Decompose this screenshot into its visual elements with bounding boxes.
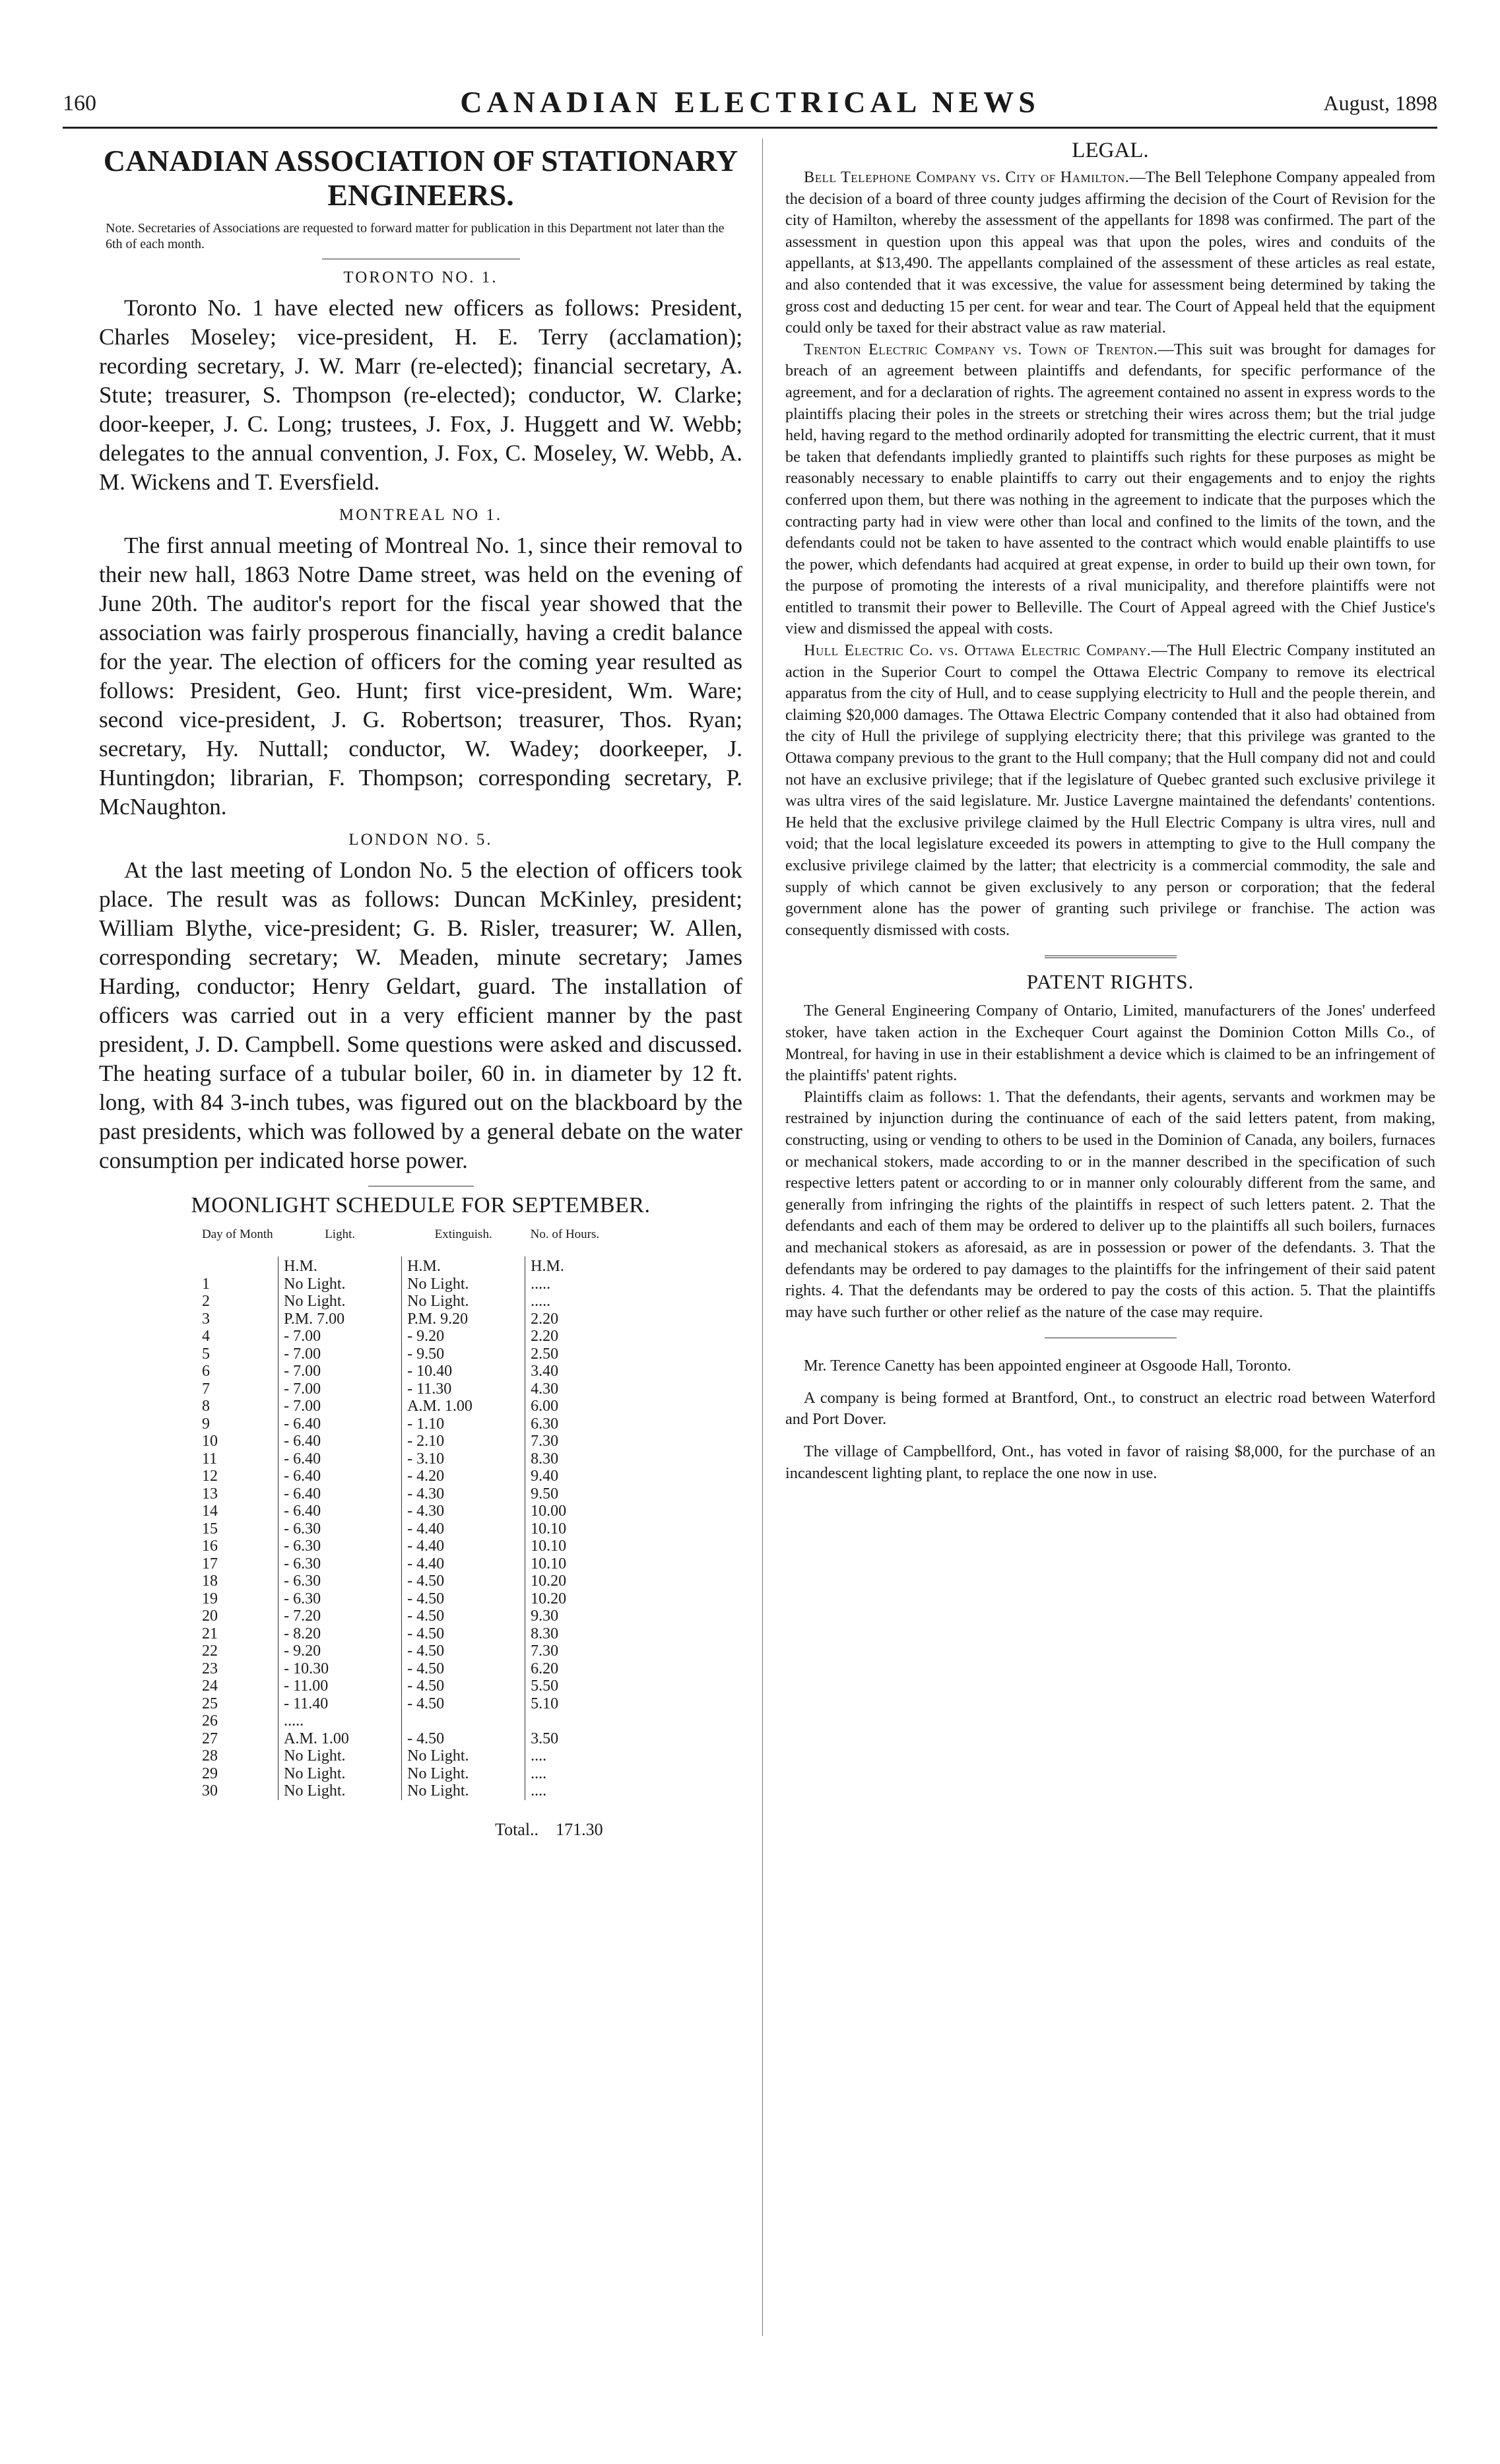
day-cell: 3 xyxy=(202,1310,210,1328)
day-cell: 14 xyxy=(202,1503,218,1520)
day-cell: 16 xyxy=(202,1538,218,1555)
hours-cell: .... xyxy=(525,1765,605,1783)
table-row xyxy=(197,1538,604,1555)
day-cell: 15 xyxy=(202,1520,218,1538)
extinguish-cell: - 4.50 xyxy=(402,1695,525,1713)
day-cell: 30 xyxy=(202,1782,218,1799)
day-cell: 7 xyxy=(202,1380,210,1398)
light-cell: - 11.40 xyxy=(278,1695,402,1713)
hours-cell: 6.00 xyxy=(525,1398,605,1415)
case-text: —The Bell Telephone Company appealed from the decision of a board of three county judges affirming the decision of the Court of Revision for the city of Hamilton, whereby the assessment of the appellants for 1898 was confirmed. The part of the assessment in question upon this appeal was that upon the poles, wires and conduits of the appellants, at $13,490. The appellants complained of the assessment of these articles as real estate, and also contended that it was excessive, the value for assessment being determined by taking the gross cost and deducting 15 per cent. for wear and tear. The Court of Appeal held that the equipment could only be taxed for their abstract value as raw material. xyxy=(785,168,1435,337)
extinguish-cell: H.M. xyxy=(402,1256,525,1276)
day-cell: 28 xyxy=(202,1747,218,1765)
hours-cell: 9.50 xyxy=(525,1485,605,1503)
editor-note: Note. Secretaries of Associations are requested to forward matter for publication in this Department not later than the 6th of each month. xyxy=(106,221,725,251)
light-cell: - 6.30 xyxy=(278,1572,402,1590)
light-cell: - 6.40 xyxy=(278,1450,402,1468)
day-cell: 23 xyxy=(202,1660,218,1677)
total-value: 171.30 xyxy=(556,1819,603,1839)
light-cell: No Light. xyxy=(278,1765,402,1783)
day-cell: 18 xyxy=(202,1572,218,1590)
news-item: Mr. Terence Canetty has been appointed engineer at Osgoode Hall, Toronto. xyxy=(804,1357,1291,1375)
extinguish-cell: P.M. 9.20 xyxy=(402,1311,525,1328)
header-rule xyxy=(63,127,1437,129)
trenton-paragraph xyxy=(785,339,1435,640)
extinguish-cell: - 4.20 xyxy=(402,1468,525,1485)
extinguish-cell: No Light. xyxy=(402,1276,525,1293)
extinguish-cell: - 11.30 xyxy=(402,1380,525,1398)
extinguish-cell: - 9.20 xyxy=(402,1328,525,1345)
case-text: —The Hull Electric Company instituted an action in the Superior Court to compel the Ottawa Electric Company to remove its electrical apparatus from the city of Hull, and to cease supplying electricity to Hull and the people therein, and claiming $20,000 damages. The Ottawa Electric Company contended that it also had obtained from the city of Hull the privilege of supplying electricity there; that this privilege was granted to the Ottawa company previous to the grant to the Hull company; that the Hull company did not and could not have an exclusive privilege; that if the legislature of Quebec granted such exclusive privilege it was ultra vires of the said legislature. Mr. Justice Lavergne maintained the defendants' contentions. He held that the exclusive privilege claimed by the Hull Electric Company is ultra vires, null and void; that the local legislature exceeded its powers in attempting to give to the Hull company the exclusive privilege claimed by the latter; that electricity is a commercial commodity, the sale and supply of which cannot be given exclusively to any person or corporation; that the federal government alone has the power of granting such privilege or franchise. The action was consequently dismissed with costs. xyxy=(785,641,1435,939)
patent-paragraph-2: Plaintiffs claim as follows: 1. That the defendants, their agents, servants and workmen may be restrained by injunction during the continuance of each of the said letters patent, from making, constructing, using or vending to others to be used in the Dominion of Canada, any boilers, furnaces or mechanical stokers, made according to or in the manner described in the specification of such respective letters patent or according to or in manner only colourably different from the same, and generally from infringing the rights of the plaintiffs in respect of such letters patent. 2. That the defendants and each of them may be ordered to deliver up to the plaintiffs all such boilers, furnaces and mechanical stokers as aforesaid, as are in possession or power of the defendants. 3. That the defendants may be ordered to pay damages to the plaintiffs for the infringement of their said patent rights. 4. That the defendants may be ordered to pay the costs of this action. 5. That the plaintiffs may have such further or other relief as the nature of the case may require. xyxy=(785,1087,1435,1321)
light-cell: - 6.30 xyxy=(278,1520,402,1538)
patent-paragraph-1: The General Engineering Company of Ontario, Limited, manufacturers of the Jones' underfeed stoker, have taken action in the Exchequer Court against the Dominion Cotton Mills Co., of Montreal, for having in use in their establishment a device which is claimed to be an infringement of the plaintiffs' patent rights. xyxy=(785,1002,1435,1085)
day-cell: 27 xyxy=(202,1730,218,1747)
day-cell: 29 xyxy=(202,1765,218,1782)
section-title: CANADIAN ASSOCIATION OF STATIONARY ENGINEERS. xyxy=(103,144,738,212)
day-cell: 22 xyxy=(202,1642,218,1660)
light-cell: A.M. 1.00 xyxy=(278,1730,402,1748)
extinguish-cell: No Light. xyxy=(402,1765,525,1783)
masthead: CANADIAN ELECTRICAL NEWS xyxy=(460,85,1040,119)
day-cell: 21 xyxy=(202,1625,218,1642)
news-item: The village of Campbellford, Ont., has voted in favor of raising $8,000, for the purchase of an incandescent lighting plant, to replace the one now in use. xyxy=(785,1443,1435,1482)
column-divider xyxy=(762,139,763,2336)
light-cell: No Light. xyxy=(278,1747,402,1765)
hours-cell: ..... xyxy=(525,1293,605,1311)
day-cell: 2 xyxy=(202,1293,210,1310)
table-row xyxy=(197,1747,604,1765)
day-cell: 25 xyxy=(202,1695,218,1712)
table-row xyxy=(197,1677,604,1695)
light-cell: - 6.40 xyxy=(278,1485,402,1503)
day-cell: 17 xyxy=(202,1555,218,1572)
day-cell: 26 xyxy=(202,1712,218,1730)
extinguish-cell xyxy=(402,1712,525,1730)
day-cell: 5 xyxy=(202,1345,210,1363)
table-row xyxy=(197,1503,604,1520)
table-row xyxy=(197,1660,604,1678)
table-row xyxy=(197,1555,604,1573)
patent-heading: PATENT RIGHTS. xyxy=(1026,970,1194,994)
hours-cell: 6.30 xyxy=(525,1415,605,1433)
hours-cell: 8.30 xyxy=(525,1625,605,1643)
table-row xyxy=(197,1450,604,1468)
light-cell: - 6.40 xyxy=(278,1415,402,1433)
hours-cell: 10.10 xyxy=(525,1555,605,1573)
extinguish-cell: - 4.40 xyxy=(402,1538,525,1555)
light-cell: - 6.40 xyxy=(278,1433,402,1450)
schedule-total xyxy=(495,1820,742,1840)
col-header-extinguish: Extinguish. xyxy=(434,1227,492,1241)
hours-cell: 8.30 xyxy=(525,1450,605,1468)
extinguish-cell: - 4.50 xyxy=(402,1660,525,1678)
hours-cell: 10.10 xyxy=(525,1520,605,1538)
case-text: —This suit was brought for damages for breach of an agreement between plaintiffs and defendants, for specific performance of the agreement, and for a declaration of rights. The agreement contained no assent in express words to the plaintiffs placing their poles in the streets or stretching their wires across them; but the trial judge held, having regard to the method ordinarily adopted for transmitting the electric current, that it must be taken that defendants impliedly granted to plaintiffs such rights for these purposes as might be reasonably necessary to enable plaintiffs to carry out their engagements and to enjoy the rights conferred upon them, but there was nothing in the agreement to indicate that the purposes which the contracting party had in view were other than local and confined to the limits of the town, and the defendants could not be taken to have assented to the contract which would enable plaintiffs to use the power, which defendants had acquired at great expense, in order to build up their own town, for the purpose of promoting the interests of a rival municipality, and therefore plaintiffs were not entitled to transmit their power to Belleville. The Court of Appeal agreed with the Chief Justice's view and dismissed the appeal with costs. xyxy=(785,340,1436,638)
day-cell: 19 xyxy=(202,1590,218,1607)
case-title: Bell Telephone Company vs. City of Hamilton. xyxy=(804,168,1130,186)
extinguish-cell: - 9.50 xyxy=(402,1345,525,1363)
extinguish-cell: - 4.30 xyxy=(402,1485,525,1503)
col-header-hours: No. of Hours. xyxy=(530,1227,600,1241)
hours-cell: 4.30 xyxy=(525,1380,605,1398)
light-cell: - 7.00 xyxy=(278,1363,402,1380)
day-cell: 10 xyxy=(202,1433,218,1450)
col-header-light: Light. xyxy=(325,1227,356,1241)
day-cell: 12 xyxy=(202,1468,218,1485)
day-cell: 20 xyxy=(202,1607,218,1625)
light-cell: - 8.20 xyxy=(278,1625,402,1643)
extinguish-cell: No Light. xyxy=(402,1782,525,1800)
extinguish-cell: No Light. xyxy=(402,1293,525,1311)
day-cell: 8 xyxy=(202,1398,210,1415)
extinguish-cell: - 4.50 xyxy=(402,1642,525,1660)
light-cell: - 7.00 xyxy=(278,1328,402,1345)
extinguish-cell: - 1.10 xyxy=(402,1415,525,1433)
table-row xyxy=(197,1380,604,1398)
table-row xyxy=(197,1607,604,1625)
table-row xyxy=(197,1398,604,1415)
hours-cell: 10.20 xyxy=(525,1590,605,1608)
table-row xyxy=(197,1468,604,1485)
extinguish-cell: - 10.40 xyxy=(402,1363,525,1380)
light-cell: No Light. xyxy=(278,1782,402,1800)
day-cell xyxy=(197,1256,278,1276)
extinguish-cell: - 4.40 xyxy=(402,1555,525,1573)
table-row xyxy=(197,1520,604,1538)
light-cell: - 6.40 xyxy=(278,1503,402,1520)
day-cell: 4 xyxy=(202,1328,210,1345)
col-header-day: Day of Month xyxy=(202,1227,273,1241)
light-cell: - 7.00 xyxy=(278,1398,402,1415)
extinguish-cell: - 4.30 xyxy=(402,1503,525,1520)
hours-cell: 5.50 xyxy=(525,1677,605,1695)
hours-cell: .... xyxy=(525,1782,605,1800)
table-row xyxy=(197,1572,604,1590)
extinguish-cell: - 4.40 xyxy=(402,1520,525,1538)
right-column xyxy=(785,139,1435,1484)
extinguish-cell: - 2.10 xyxy=(402,1433,525,1450)
extinguish-cell: - 4.50 xyxy=(402,1677,525,1695)
extinguish-cell: - 4.50 xyxy=(402,1590,525,1608)
hours-cell: 7.30 xyxy=(525,1433,605,1450)
table-row xyxy=(197,1782,604,1800)
hours-cell: 7.30 xyxy=(525,1642,605,1660)
hours-cell: 9.40 xyxy=(525,1468,605,1485)
hours-cell: 2.20 xyxy=(525,1311,605,1328)
moonlight-schedule-table xyxy=(197,1227,604,1800)
hours-cell: 6.20 xyxy=(525,1660,605,1678)
table-row xyxy=(197,1415,604,1433)
light-cell: - 11.00 xyxy=(278,1677,402,1695)
left-column xyxy=(99,139,742,1840)
toronto-paragraph: Toronto No. 1 have elected new officers as follows: President, Charles Moseley; vice-president, H. E. Terry (acclamation); recording secretary, J. W. Marr (re-elected); financial secretary, A. Stute; treasurer, S. Thompson (re-elected); conductor, W. Clarke; door-keeper, J. C. Long; trustees, J. Fox, J. Huggett and W. Webb; delegates to the annual convention, J. Fox, C. Moseley, W. Webb, A. M. Wickens and T. Eversfield. xyxy=(99,295,742,495)
extinguish-cell: - 3.10 xyxy=(402,1450,525,1468)
hours-cell: 9.30 xyxy=(525,1607,605,1625)
units-row xyxy=(197,1256,604,1276)
london-paragraph: At the last meeting of London No. 5 the election of officers took place. The result was as follows: Duncan McKinley, president; William Blythe, vice-president; G. B. Risler, treasurer; W. Allen, corresponding secretary; W. Meaden, minute secretary; James Harding, conductor; Henry Geldart, guard. The installation of officers was carried out in a very efficient manner by the past president, J. D. Campbell. Some questions were asked and discussed. The heating surface of a tubular boiler, 60 in. in diameter by 12 ft. long, with 84 3-inch tubes, was figured out on the blackboard by the past presidents, which was followed by a general debate on the water consumption per indicated horse power. xyxy=(99,857,742,1173)
light-cell: - 10.30 xyxy=(278,1660,402,1678)
hours-cell: .... xyxy=(525,1747,605,1765)
page-header xyxy=(63,79,1437,125)
hours-cell: 3.40 xyxy=(525,1363,605,1380)
schedule-title: MOONLIGHT SCHEDULE FOR SEPTEMBER. xyxy=(191,1193,651,1217)
table-row xyxy=(197,1363,604,1380)
case-title: Trenton Electric Company vs. Town of Trenton. xyxy=(804,340,1158,358)
light-cell: - 6.30 xyxy=(278,1538,402,1555)
light-cell: - 6.30 xyxy=(278,1590,402,1608)
hours-cell xyxy=(525,1712,605,1730)
table-row xyxy=(197,1712,604,1730)
table-row xyxy=(197,1485,604,1503)
table-row xyxy=(197,1311,604,1328)
extinguish-cell: - 4.50 xyxy=(402,1730,525,1748)
montreal-paragraph: The first annual meeting of Montreal No. 1, since their removal to their new hall, 1863 Notre Dame street, was held on the evening of June 20th. The auditor's report for the fiscal year showed that the association was fairly prosperous financially, having a credit balance for the year. The election of officers for the coming year resulted as follows: President, Geo. Hunt; first vice-president, Wm. Ware; second vice-president, J. G. Robertson; treasurer, Thos. Ryan; secretary, Hy. Nuttall; conductor, W. Wadey; doorkeeper, J. Huntingdon; librarian, F. Thompson; corresponding secretary, P. McNaughton. xyxy=(99,533,742,820)
table-row xyxy=(197,1345,604,1363)
hours-cell: 2.20 xyxy=(525,1328,605,1345)
light-cell: No Light. xyxy=(278,1293,402,1311)
bell-paragraph xyxy=(785,167,1435,339)
light-cell: - 7.20 xyxy=(278,1607,402,1625)
extinguish-cell: - 4.50 xyxy=(402,1625,525,1643)
light-cell: - 7.00 xyxy=(278,1345,402,1363)
issue-date: August, 1898 xyxy=(1323,91,1437,115)
light-cell: - 7.00 xyxy=(278,1380,402,1398)
day-cell: 9 xyxy=(202,1415,210,1433)
table-row xyxy=(197,1642,604,1660)
light-cell: ..... xyxy=(278,1712,402,1730)
extinguish-cell: - 4.50 xyxy=(402,1572,525,1590)
light-cell: - 9.20 xyxy=(278,1642,402,1660)
table-row xyxy=(197,1730,604,1748)
day-cell: 24 xyxy=(202,1677,218,1695)
legal-heading: LEGAL. xyxy=(1072,139,1149,162)
table-row xyxy=(197,1590,604,1608)
day-cell: 11 xyxy=(202,1450,218,1468)
day-cell: 1 xyxy=(202,1275,210,1293)
hours-cell: 10.00 xyxy=(525,1503,605,1520)
page-number: 160 xyxy=(63,91,96,115)
hours-cell: 3.50 xyxy=(525,1730,605,1748)
case-title: Hull Electric Co. vs. Ottawa Electric Company. xyxy=(804,641,1152,660)
table-row xyxy=(197,1625,604,1643)
hours-cell: 10.10 xyxy=(525,1538,605,1555)
divider xyxy=(1045,956,1177,961)
light-cell: - 6.40 xyxy=(278,1468,402,1485)
day-cell: 6 xyxy=(202,1363,210,1380)
news-item: A company is being formed at Brantford, Ont., to construct an electric road between Waterford and Port Dover. xyxy=(785,1388,1435,1429)
light-cell: - 6.30 xyxy=(278,1555,402,1573)
day-cell: 13 xyxy=(202,1485,218,1503)
toronto-heading: TORONTO NO. 1. xyxy=(343,269,498,286)
table-row xyxy=(197,1293,604,1311)
hull-paragraph xyxy=(785,640,1435,941)
table-row xyxy=(197,1328,604,1345)
extinguish-cell: - 4.50 xyxy=(402,1607,525,1625)
hours-cell: 5.10 xyxy=(525,1695,605,1713)
hours-cell: H.M. xyxy=(525,1256,605,1276)
light-cell: H.M. xyxy=(278,1256,402,1276)
london-heading: LONDON NO. 5. xyxy=(348,831,493,849)
extinguish-cell: A.M. 1.00 xyxy=(402,1398,525,1415)
table-row xyxy=(197,1765,604,1783)
table-row xyxy=(197,1276,604,1293)
montreal-heading: MONTREAL NO 1. xyxy=(339,506,503,524)
table-row xyxy=(197,1433,604,1450)
total-label: Total.. xyxy=(495,1819,539,1839)
hours-cell: 2.50 xyxy=(525,1345,605,1363)
extinguish-cell: No Light. xyxy=(402,1747,525,1765)
hours-cell: 10.20 xyxy=(525,1572,605,1590)
table-row xyxy=(197,1695,604,1713)
light-cell: P.M. 7.00 xyxy=(278,1311,402,1328)
light-cell: No Light. xyxy=(278,1276,402,1293)
hours-cell: ..... xyxy=(525,1276,605,1293)
